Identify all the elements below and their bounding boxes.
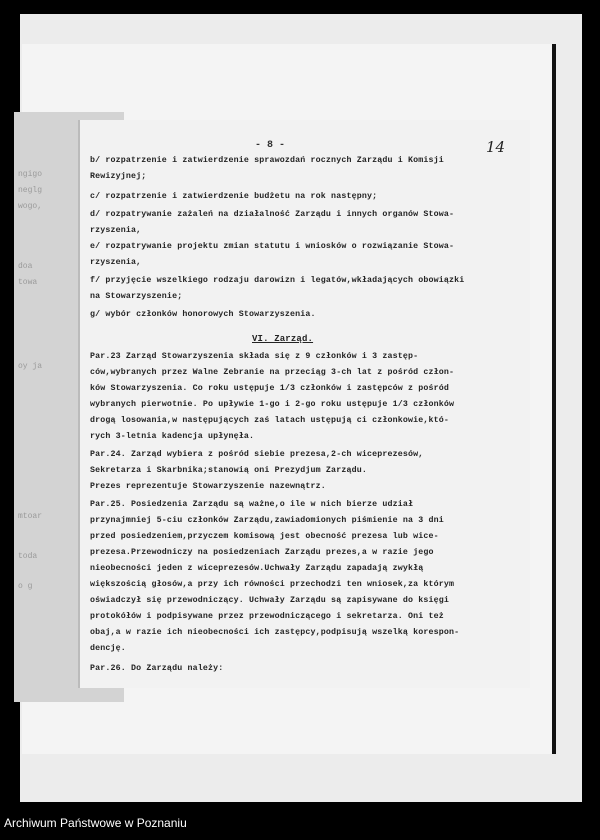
text-line: Sekretarza i Skarbnika;stanowią oni Prezydjum Zarządu.	[90, 466, 367, 475]
ghost-text: mtoar	[18, 512, 43, 521]
ghost-text: o g	[18, 582, 33, 591]
document-page	[80, 120, 530, 688]
ghost-text: toda	[18, 552, 38, 561]
text-line: rzyszenia,	[90, 226, 142, 235]
ghost-text: doa	[18, 262, 33, 271]
text-line: prezesa.Przewodniczy na posiedzeniach Zarządu prezes,a w razie jego	[90, 548, 434, 557]
ghost-text: towa	[18, 278, 38, 287]
ghost-text: oy ja	[18, 362, 43, 371]
text-line: g/ wybór członków honorowych Stowarzyszenia.	[90, 310, 316, 319]
text-line: przynajmniej 5-ciu członków Zarządu,zawiadomionych piśmienie na 3 dni	[90, 516, 444, 525]
page-number: - 8 -	[255, 140, 286, 151]
text-line: Par.24. Zarząd wybiera z pośród siebie prezesa,2-ch wiceprezesów,	[90, 450, 424, 459]
text-line: Par.25. Posiedzenia Zarządu są ważne,o ile w nich bierze udział	[90, 500, 414, 509]
text-line: Par.23 Zarząd Stowarzyszenia składa się z 9 członków i 3 zastęp-	[90, 352, 419, 361]
ghost-text: wogo,	[18, 202, 43, 211]
text-line: wybranych pierwotnie. Po upływie 1-go i 2-go roku ustępuje 1/3 członków	[90, 400, 455, 409]
text-line: f/ przyjęcie wszelkiego rodzaju darowizn i legatów,wkładających obowiązki	[90, 276, 465, 285]
text-line: większością głosów,a przy ich równości przechodzi ten wniosek,za którym	[90, 580, 455, 589]
text-line: Rewizyjnej;	[90, 172, 147, 181]
text-line: e/ rozpatrywanie projektu zmian statutu i wniosków o rozwiązanie Stowa-	[90, 242, 455, 251]
archive-footer	[0, 810, 600, 840]
text-line: ków Stowarzyszenia. Co roku ustępuje 1/3 członków i zastępców z pośród	[90, 384, 450, 393]
handwritten-annotation: 14	[486, 138, 506, 156]
text-line: b/ rozpatrzenie i zatwierdzenie sprawozdań rocznych Zarządu i Komisji	[90, 156, 444, 165]
text-line: rzyszenia,	[90, 258, 142, 267]
ghost-text: ngigo	[18, 170, 43, 179]
text-line: na Stowarzyszenie;	[90, 292, 183, 301]
text-line: Par.26. Do Zarządu należy:	[90, 664, 224, 673]
text-line: oświadczył się przewodniczący. Uchwały Zarządu są zapisywane do księgi	[90, 596, 450, 605]
text-line: rych 3-letnia kadencja upłynęła.	[90, 432, 255, 441]
section-heading: VI. Zarząd.	[252, 334, 314, 344]
text-line: przed posiedzeniem,przyczem komisową jest obecność prezesa lub wice-	[90, 532, 439, 541]
text-line: d/ rozpatrywanie zażaleń na działalność Zarządu i innych organów Stowa-	[90, 210, 455, 219]
text-line: drogą losowania,w następujących zaś latach ustępują ci członkowie,któ-	[90, 416, 450, 425]
text-line: ców,wybranych przez Walne Zebranie na przeciąg 3-ch lat z pośród człon-	[90, 368, 455, 377]
ghost-text: neglg	[18, 186, 43, 195]
text-line: dencję.	[90, 644, 126, 653]
text-line: nieobecności jeden z wiceprezesów.Uchwały Zarządu zapadają zwykłą	[90, 564, 424, 573]
text-line: c/ rozpatrzenie i zatwierdzenie budżetu na rok następny;	[90, 192, 378, 201]
archive-name: Archiwum Państwowe w Poznaniu	[4, 816, 187, 830]
text-line: Prezes reprezentuje Stowarzyszenie nazewnątrz.	[90, 482, 326, 491]
text-line: protokółów i podpisywane przez przewodniczącego i sekretarza. Oni też	[90, 612, 444, 621]
text-line: obaj,a w razie ich nieobecności ich zastępcy,podpisują wszelką korespon-	[90, 628, 460, 637]
